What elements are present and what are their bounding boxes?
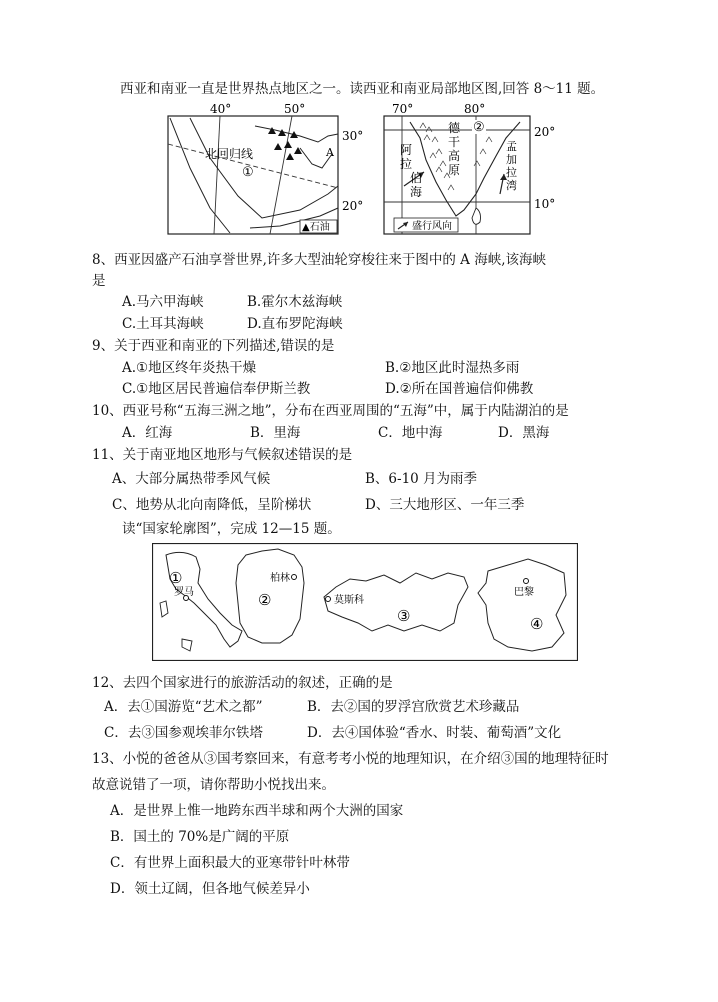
- q8-stem: 8、西亚因盛产石油享誉世界,许多大型油轮穿梭往来于图中的 A 海峡,该海峡: [92, 252, 547, 268]
- q8-option-b: B.霍尔木兹海峡: [247, 294, 343, 310]
- q11-option-b: B、6-10 月为雨季: [365, 471, 478, 487]
- moscow-label: 莫斯科: [334, 595, 364, 606]
- region-label-2: ②: [473, 120, 485, 135]
- q9-option-a: A.①地区终年炎热干燥: [122, 360, 257, 376]
- moscow-dot: [326, 597, 331, 602]
- q10-stem: 10、西亚号称“五海三洲之地”，分布在西亚周围的“五海”中，属于内陆湖泊的是: [92, 403, 569, 419]
- tropic-label: 北回归线: [205, 147, 254, 161]
- svg-text:海: 海: [410, 185, 423, 199]
- lat-label-30: 30°: [342, 129, 364, 143]
- country-label-3: ③: [397, 607, 411, 625]
- point-a-label: A: [326, 146, 334, 159]
- q11-option-c: C、地势从北向南降低，呈阶梯状: [112, 497, 312, 513]
- intro-text-1: 西亚和南亚一直是世界热点地区之一。读西亚和南亚局部地区图,回答 8～11 题。: [120, 81, 605, 97]
- q13-stem-cont: 故意说错了一项，请你帮助小悦找出来。: [92, 777, 335, 793]
- bay-of-bengal-label: [506, 140, 517, 192]
- q9-stem: 9、关于西亚和南亚的下列描述,错误的是: [92, 338, 335, 354]
- lon-label-80: 80°: [464, 102, 486, 116]
- berlin-dot: [292, 575, 297, 580]
- svg-text:干: 干: [448, 135, 461, 149]
- svg-text:德: 德: [448, 121, 461, 135]
- paris-label: 巴黎: [514, 587, 534, 598]
- q12-option-b: B．去②国的罗浮宫欣赏艺术珍藏品: [307, 699, 520, 715]
- q13-stem: 13、小悦的爸爸从③国考察回来，有意考考小悦的地理知识，在介绍③国的地理特征时: [92, 751, 609, 767]
- wind-legend: 盛行风向: [412, 221, 452, 232]
- q9-option-d: D.②所在国普遍信仰佛教: [385, 381, 534, 397]
- berlin-label: 柏林: [270, 573, 290, 584]
- country-label-4: ④: [530, 615, 544, 633]
- q12-stem: 12、去四个国家进行的旅游活动的叙述，正确的是: [92, 675, 393, 691]
- q8-stem-cont: 是: [92, 273, 106, 289]
- svg-text:原: 原: [448, 163, 461, 177]
- q10-option-b: B．里海: [250, 425, 301, 441]
- svg-text:伯: 伯: [410, 171, 423, 185]
- country-outlines-map: [152, 543, 578, 661]
- country-label-2: ②: [258, 591, 272, 609]
- q11-option-a: A、大部分属热带季风气候: [112, 471, 271, 487]
- q12-option-c: C．去③国参观埃菲尔铁塔: [104, 725, 263, 741]
- q8-option-c: C.土耳其海峡: [122, 316, 204, 332]
- q13-option-d: D．领土辽阔，但各地气候差异小: [110, 881, 310, 897]
- svg-text:孟: 孟: [506, 140, 517, 153]
- q10-option-d: D．黑海: [498, 425, 550, 441]
- lat-label-20: 20°: [534, 125, 556, 139]
- oil-legend: ▲石油: [302, 222, 330, 233]
- q8-option-a: A.马六甲海峡: [122, 294, 204, 310]
- intro-text-2: 读“国家轮廓图”，完成 12—15 题。: [122, 521, 341, 537]
- q9-option-c: C.①地区居民普遍信奉伊斯兰教: [122, 381, 311, 397]
- svg-text:湾: 湾: [506, 179, 517, 192]
- region-label-1: ①: [242, 165, 254, 180]
- rome-label: 罗马: [174, 587, 194, 598]
- lon-label-40: 40°: [210, 102, 232, 116]
- q12-option-a: A．去①国游览“艺术之都”: [104, 699, 263, 715]
- q12-option-d: D．去④国体验“香水、时装、葡萄酒”文化: [307, 725, 562, 741]
- q11-option-d: D、三大地形区、一年三季: [365, 497, 525, 513]
- q10-option-c: C．地中海: [378, 425, 443, 441]
- country-label-1: ①: [169, 569, 183, 587]
- q9-option-b: B.②地区此时湿热多雨: [385, 360, 520, 376]
- q8-option-d: D.直布罗陀海峡: [247, 316, 343, 332]
- q13-option-b: B．国土的 70%是广阔的平原: [110, 829, 290, 845]
- q13-option-c: C．有世界上面积最大的亚寒带针叶林带: [110, 855, 350, 871]
- svg-text:高: 高: [448, 149, 461, 163]
- svg-text:阿: 阿: [400, 143, 413, 157]
- svg-text:加: 加: [506, 153, 517, 166]
- lat-label-10: 10°: [534, 197, 556, 211]
- west-asia-map: [150, 98, 372, 238]
- q11-stem: 11、关于南亚地区地形与气候叙述错误的是: [92, 447, 353, 463]
- q10-option-a: A．红海: [122, 425, 173, 441]
- lon-label-70: 70°: [392, 102, 414, 116]
- q13-option-a: A．是世界上惟一地跨东西半球和两个大洲的国家: [110, 803, 404, 819]
- svg-text:拉: 拉: [506, 166, 517, 179]
- svg-text:拉: 拉: [400, 157, 413, 171]
- lon-label-50: 50°: [284, 102, 306, 116]
- lat-label-20: 20°: [342, 199, 364, 213]
- paris-dot: [524, 579, 529, 584]
- south-asia-map: [380, 98, 580, 238]
- deccan-plateau-label: [448, 121, 461, 177]
